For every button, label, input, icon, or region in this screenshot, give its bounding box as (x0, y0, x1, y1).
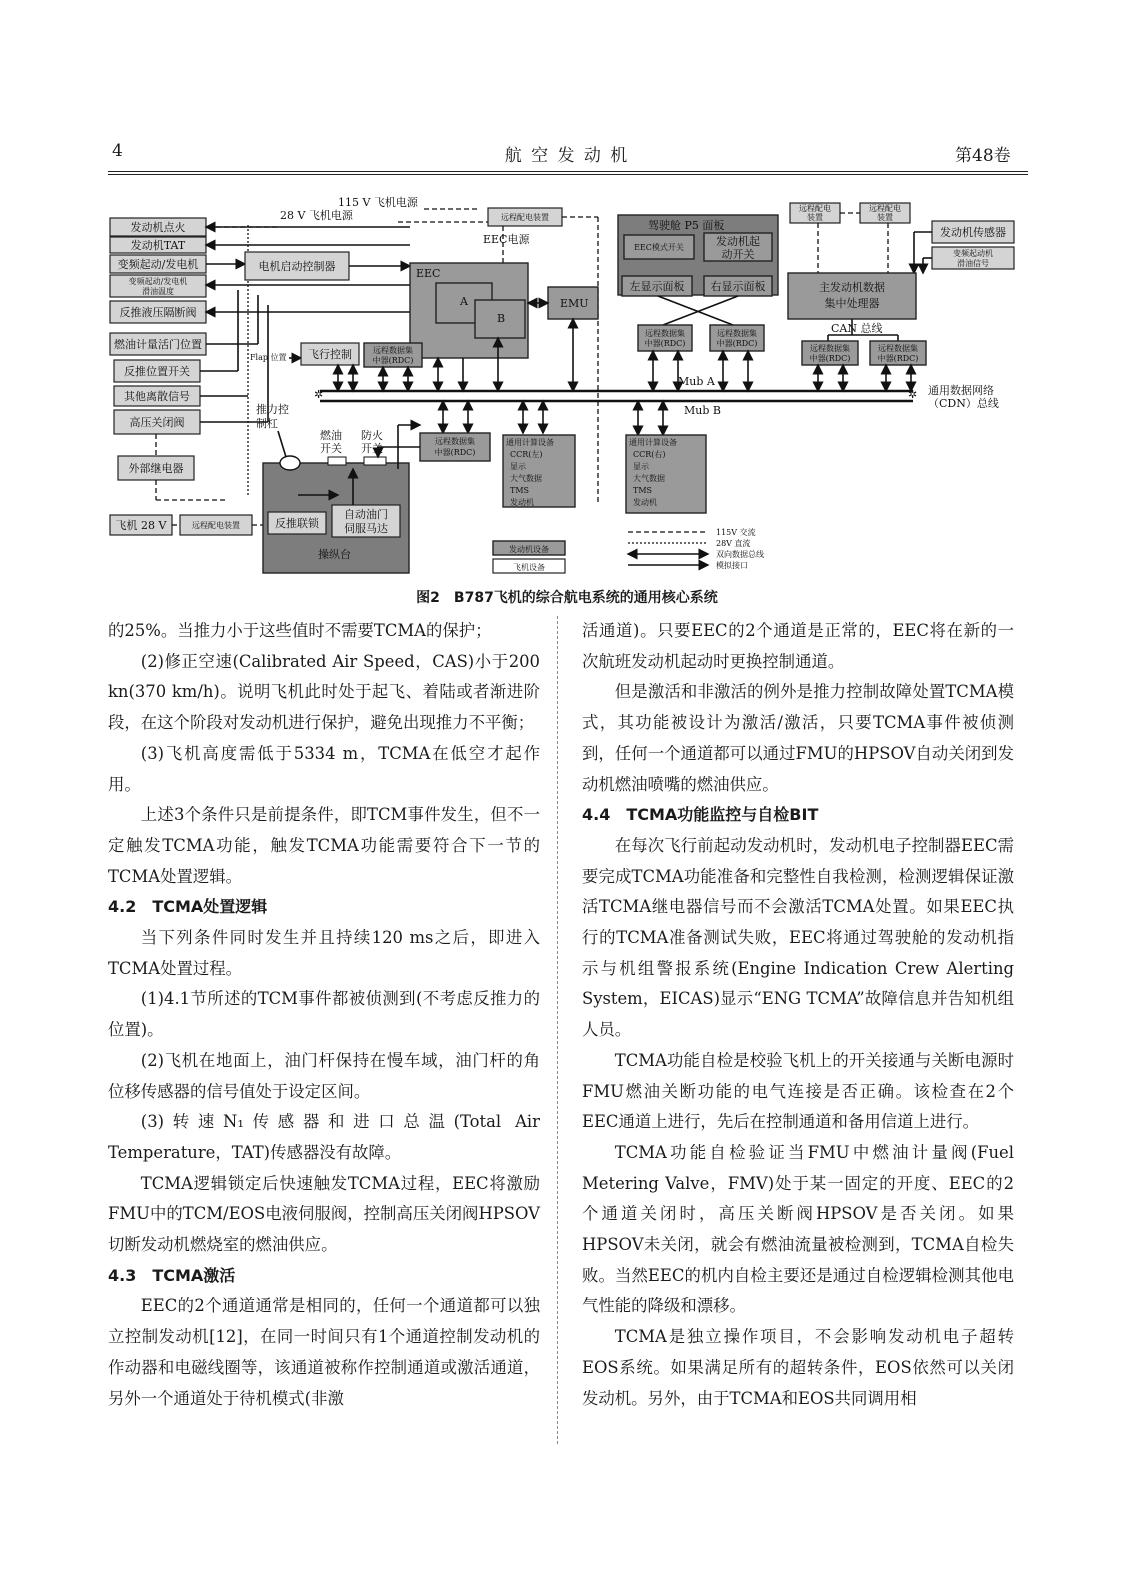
ccr-line: CCR(左) (510, 450, 543, 459)
ccr-line: CCR(右) (633, 450, 666, 459)
label-flap: Flap 位置 (250, 353, 287, 362)
paragraph: (1)4.1节所述的TCM事件都被侦测到(不考虑反推力的位置)。 (108, 989, 540, 1040)
box-rdc-r2-2: 中器(RDC) (877, 354, 919, 363)
label-fire-sw-1: 防火 (361, 429, 383, 442)
label-p5: 驾驶舱 P5 面板 (648, 219, 725, 232)
legend-analog: 模拟接口 (716, 561, 748, 570)
label-mub-b: Mub B (684, 404, 721, 417)
box-ccr-left-title: 通用计算设备 (506, 438, 554, 447)
box-eec-mode: EEC模式开关 (634, 243, 684, 252)
label-eec-pwr: EEC电源 (483, 233, 530, 246)
box-motor-ctrl: 电机启动控制器 (258, 260, 336, 273)
column-separator (557, 616, 558, 1444)
paragraph: 活通道)。只要EEC的2个通道是正常的，EEC将在新的一次航班发动机起动时更换控制通道。 (582, 621, 1014, 671)
box-rdc-c1-1: 远程数据集 (645, 329, 685, 338)
box-eng-start-1: 发动机起 (716, 235, 760, 248)
box-rdc-m1-1: 远程数据集 (435, 437, 475, 446)
box-eng-ignition: 发动机点火 (130, 221, 186, 234)
box-rpdu-r1-2: 装置 (807, 213, 823, 222)
paragraph: (2)修正空速(Calibrated Air Speed，CAS)小于200 kn(370 km/h)。说明飞机此时处于起飞、着陆或者渐进阶段，在这个阶段对发动机进行保护，避免出现推力不平衡； (108, 651, 540, 733)
box-auto-throttle-1: 自动油门 (344, 508, 388, 521)
box-rdc-m1-2: 中器(RDC) (434, 448, 476, 457)
ccr-line: 发动机 (510, 498, 534, 507)
ccr-line: TMS (510, 486, 530, 495)
label-can: CAN 总线 (831, 322, 883, 335)
box-main-proc (788, 273, 916, 319)
figure-caption: 图2 B787飞机的综合航电系统的通用核心系统 (416, 590, 718, 606)
label-cdn-1: 通用数据网络 (928, 384, 994, 397)
ccr-line: 大气数据 (633, 474, 665, 483)
label-fuel-sw-2: 开关 (320, 442, 342, 455)
box-rdc-c1-2: 中器(RDC) (644, 339, 686, 348)
paragraph: 当下列条件同时发生并且持续120 ms之后，即进入TCMA处置过程。 (108, 928, 540, 978)
box-rpdu-r2-2: 装置 (877, 213, 893, 222)
label-console: 操纵台 (318, 548, 351, 561)
bus-star-left: ✲ (314, 388, 324, 401)
label-main-proc-1: 主发动机数据 (819, 281, 885, 294)
ccr-line: 发动机 (633, 498, 657, 507)
label-thrust-lever-1: 推力控 (256, 403, 289, 416)
label-main-proc-2: 集中处理器 (824, 297, 880, 310)
left-equipment-group (110, 218, 252, 535)
box-ccr-right-title: 通用计算设备 (629, 438, 677, 447)
legend-ac-equipment: 飞机设备 (513, 563, 545, 572)
box-flight-ctrl: 飞行控制 (308, 348, 352, 361)
ccr-line: 显示 (633, 462, 649, 471)
paragraph: 在每次飞行前起动发动机时，发动机电子控制器EEC需要完成TCMA功能准备和完整性自我检测，检测逻辑保证激活TCMA继电器信号而不会激活TCMA处置。如果EEC执行的TCMA准备测试失败，EEC将通过驾驶舱的发动机指示与机组警报系统(Engine Indication Crew Alerting System，EICAS)显示“ENG TCMA”故障信息并告知机组人员。 (582, 835, 1014, 1040)
section-heading: 4.4 TCMA功能监控与自检BIT (582, 805, 819, 825)
paragraph: (2)飞机在地面上，油门杆保持在慢车域，油门杆的角位移传感器的信号值处于设定区间。 (108, 1050, 540, 1101)
box-right-disp: 右显示面板 (710, 280, 766, 293)
box-rdc-r1-1: 远程数据集 (810, 344, 850, 353)
right-column (582, 616, 1014, 1414)
paragraph: EEC的2个通道通常是相同的，任何一个通道都可以独立控制发动机[12]，在同一时间只有1个通道控制发动机的作动器和电磁线圈等，该通道被称作控制通道或激活通道，另外一个通道处于待机模式(非激 (108, 1296, 540, 1408)
box-ac28v: 飞机 28 V (115, 519, 167, 532)
box-rdc-r1-2: 中器(RDC) (809, 354, 851, 363)
box-rpdu-top: 远程配电装置 (501, 213, 549, 222)
box-rev-valve: 反推液压隔断阀 (119, 306, 197, 319)
bus-star-right: ✲ (908, 388, 918, 401)
label-cdn-2: （CDN）总线 (928, 397, 999, 410)
box-eng-tat: 发动机TAT (130, 239, 186, 252)
section-heading: 4.3 TCMA激活 (108, 1265, 236, 1285)
paragraph: TCMA逻辑锁定后快速触发TCMA过程，EEC将激励FMU中的TCM/EOS电液伺服阀，控制高压关闭阀HPSOV切断发动机燃烧室的燃油供应。 (108, 1173, 540, 1255)
box-eng-start-2: 动开关 (721, 248, 755, 261)
legend-28v: 28V 直流 (716, 539, 751, 548)
label-fire-sw-2: 开关 (361, 442, 383, 455)
label-eec-b: B (497, 312, 506, 325)
box-rpdu-r2-1: 远程配电 (869, 204, 901, 213)
box-ext-relay: 外部继电器 (128, 462, 184, 475)
figure-b787-core-system (108, 195, 1026, 588)
ccr-line: 大气数据 (510, 474, 542, 483)
box-rdc-c2-2: 中器(RDC) (716, 339, 758, 348)
box-vfsg-oil-2: 滑油温度 (142, 287, 174, 296)
box-rev-lock: 反推联锁 (275, 517, 319, 530)
journal-title: 航 空 发 动 机 (504, 146, 630, 166)
box-fmv-pos: 燃油计量活门位置 (114, 338, 202, 351)
box-rdc-c2-1: 远程数据集 (717, 329, 757, 338)
page-number: 4 (112, 141, 123, 161)
paragraph: (3)飞机高度需低于5334 m，TCMA在低空才起作用。 (108, 743, 540, 794)
label-eec-a: A (460, 295, 468, 308)
legend-115v: 115V 交流 (716, 528, 756, 537)
box-other-discrete: 其他离散信号 (124, 390, 190, 403)
section-heading: 4.2 TCMA处置逻辑 (108, 897, 268, 917)
box-vfsg-oil-r1: 变频起动机 (953, 249, 993, 258)
paragraph: 但是激活和非激活的例外是推力控制故障处置TCMA模式，其功能被设计为激活/激活，只要TCMA事件被侦测到，任何一个通道都可以通过FMU的HPSOV自动关闭到发动机燃油喷嘴的燃油供应。 (582, 682, 1014, 794)
left-column (108, 616, 540, 1414)
paragraph: (3)转速N₁传感器和进口总温(Total Air Temperature，TAT)传感器没有故障。 (108, 1112, 540, 1162)
box-eng-sensor: 发动机传感器 (940, 226, 1006, 239)
box-rdc-r2-1: 远程数据集 (878, 344, 918, 353)
paragraph: 上述3个条件只是前提条件，即TCM事件发生，但不一定触发TCMA功能，触发TCMA功能需要符合下一节的TCMA处置逻辑。 (108, 805, 540, 886)
label-emu: EMU (560, 297, 589, 310)
paragraph: TCMA功能自检是校验飞机上的开关接通与关断电源时FMU燃油关断功能的电气连接是否正确。该检查在2个EEC通道上进行，先后在控制通道和备用信道上进行。 (582, 1050, 1014, 1132)
box-rpdu-r1-1: 远程配电 (799, 204, 831, 213)
legend-bus: 双向数据总线 (716, 550, 764, 559)
label-eec: EEC (416, 267, 441, 280)
label-thrust-lever-2: 制杠 (256, 417, 278, 430)
label-pwr115: 115 V 飞机电源 (338, 196, 418, 209)
box-rdc-l1-2: 中器(RDC) (372, 356, 414, 365)
box-hp-valve: 高压关闭阀 (129, 416, 185, 429)
label-pwr28: 28 V 飞机电源 (280, 209, 353, 222)
box-rpdu-bottom: 远程配电装置 (192, 521, 240, 530)
ccr-line: TMS (633, 486, 653, 495)
thrust-lever-knob (280, 456, 300, 470)
box-rev-pos: 反推位置开关 (124, 365, 190, 378)
paragraph: 的25%。当推力小于这些值时不需要TCMA的保护； (108, 621, 492, 640)
legend-eng-equipment: 发动机设备 (509, 545, 549, 554)
box-rdc-l1-1: 远程数据集 (373, 346, 413, 355)
box-auto-throttle-2: 伺服马达 (344, 522, 388, 535)
paragraph: TCMA功能自检验证当FMU中燃油计量阀(Fuel Metering Valve，FMV)处于某一固定的开度、EEC的2个通道关闭时，高压关断阀HPSOV是否关闭。如果HPSOV未关闭，就会有燃油流量被检测到，TCMA自检失败。当然EEC的机内自检主要还是通过自检逻辑检测其他电气性能的降级和漂移。 (582, 1142, 1014, 1316)
box-vfsg-oil-1: 变频起动/发电机 (128, 277, 188, 286)
box-vfsg-oil-r2: 滑油信号 (957, 259, 989, 268)
box-left-disp: 左显示面板 (629, 280, 685, 293)
header-rule (108, 171, 1028, 172)
label-fuel-sw-1: 燃油 (320, 429, 342, 442)
box-vfsg: 变频起动/发电机 (117, 258, 199, 271)
header-rule-2 (108, 174, 1028, 175)
ccr-line: 显示 (510, 462, 526, 471)
paragraph: TCMA是独立操作项目，不会影响发动机电子超转EOS系统。如果满足所有的超转条件，EOS依然可以关闭发动机。另外，由于TCMA和EOS共同调用相 (582, 1327, 1014, 1408)
label-mub-a: Mub A (678, 375, 715, 388)
volume-label: 第48卷 (955, 146, 1011, 166)
